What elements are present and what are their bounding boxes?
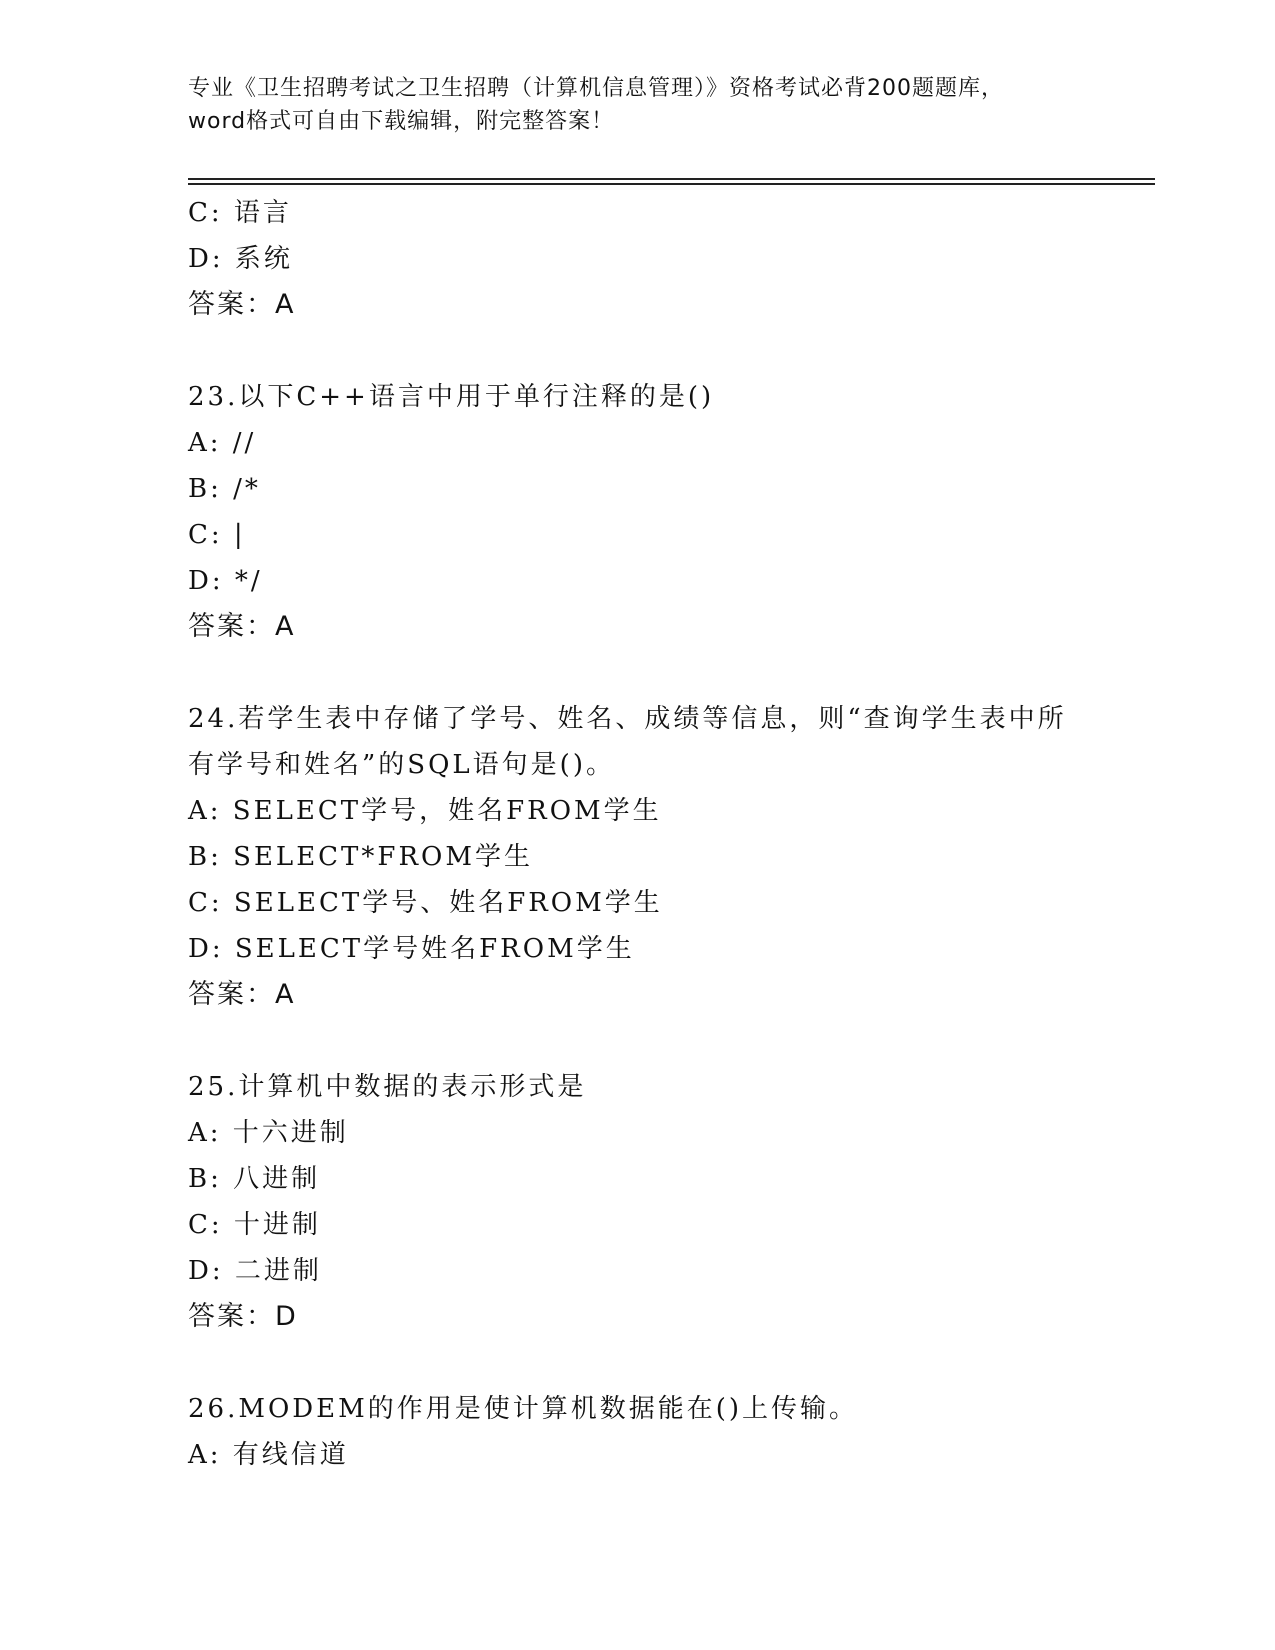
option-a: A: 十六进制 — [188, 1118, 349, 1148]
option-c: C: SELECT学号、姓名FROM学生 — [188, 888, 663, 918]
question-stem-line-1: 24.若学生表中存储了学号、姓名、成绩等信息，则“查询学生表中所 — [188, 704, 1067, 734]
option-d: D: 二进制 — [188, 1256, 322, 1286]
question-25 — [188, 1064, 1108, 1340]
answer-line: 答案：D — [188, 1301, 298, 1332]
header-title-line-1: 专业《卫生招聘考试之卫生招聘（计算机信息管理）》资格考试必背200题题库， — [188, 76, 1004, 101]
question-spacer — [188, 1340, 1108, 1386]
header-title-line-2: word格式可自由下载编辑，附完整答案！ — [188, 109, 615, 134]
option-d: D: 系统 — [188, 244, 293, 274]
option-b: B: 八进制 — [188, 1164, 321, 1194]
answer-line: 答案：A — [188, 979, 296, 1010]
document-header — [188, 72, 1088, 138]
option-d: D: SELECT学号姓名FROM学生 — [188, 934, 635, 964]
option-a: A: 有线信道 — [188, 1440, 349, 1470]
option-c: C: 语言 — [188, 198, 292, 228]
question-stem-line-2: 有学号和姓名”的SQL语句是()。 — [188, 750, 615, 780]
header-divider-top — [188, 178, 1155, 180]
question-stem: 26.MODEM的作用是使计算机数据能在()上传输。 — [188, 1394, 859, 1424]
question-23 — [188, 374, 1108, 650]
question-stem: 23.以下C++语言中用于单行注释的是() — [188, 382, 715, 412]
question-26 — [188, 1386, 1108, 1478]
question-spacer — [188, 650, 1108, 696]
answer-line: 答案：A — [188, 289, 296, 320]
question-stem: 25.计算机中数据的表示形式是 — [188, 1072, 587, 1102]
option-d: D: */ — [188, 566, 263, 596]
question-22-continuation — [188, 190, 1108, 328]
answer-line: 答案：A — [188, 611, 296, 642]
option-a: A: // — [188, 428, 257, 458]
question-spacer — [188, 328, 1108, 374]
option-c: C: 十进制 — [188, 1210, 321, 1240]
question-list — [188, 190, 1108, 1478]
option-b: B: SELECT*FROM学生 — [188, 842, 533, 872]
option-a: A: SELECT学号，姓名FROM学生 — [188, 796, 662, 826]
option-b: B: /* — [188, 474, 261, 504]
question-spacer — [188, 1018, 1108, 1064]
question-24 — [188, 696, 1108, 1018]
header-divider-bottom — [188, 183, 1155, 185]
option-c: C: | — [188, 520, 246, 550]
